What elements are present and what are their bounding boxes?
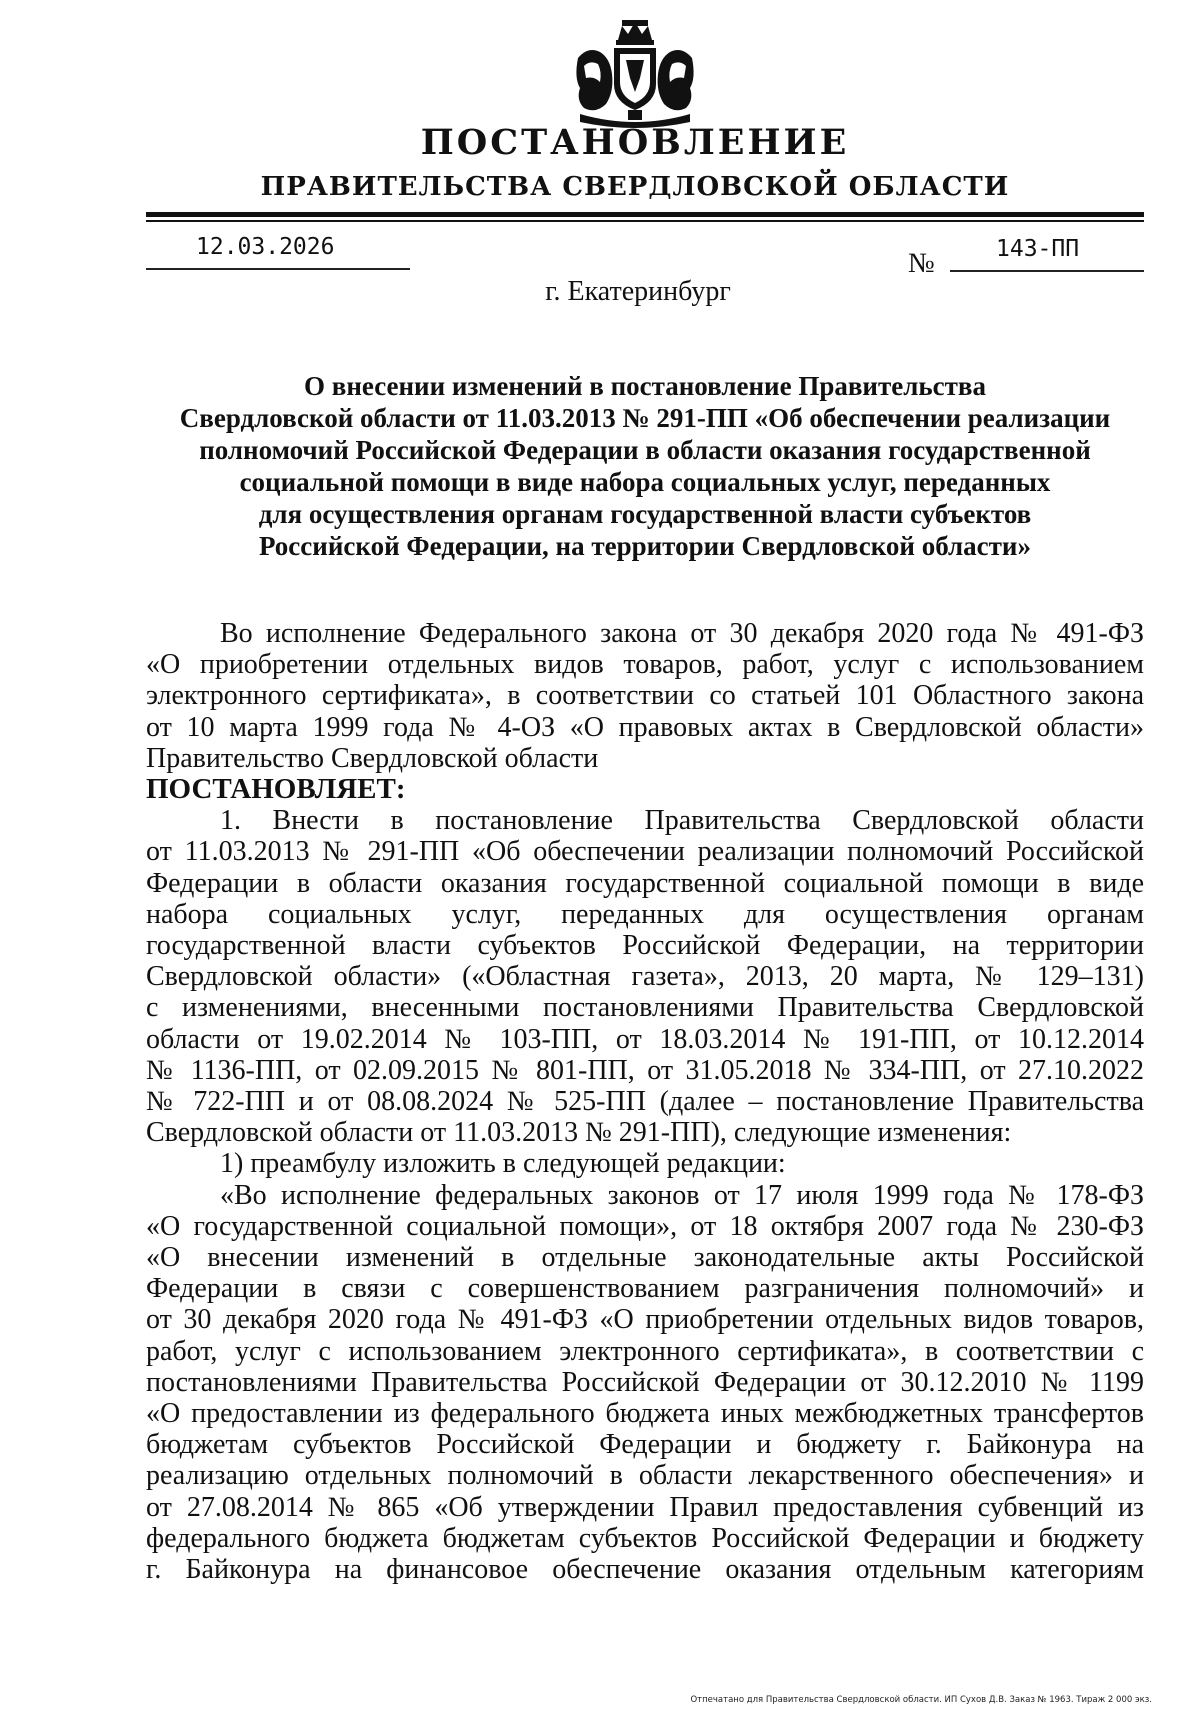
document-subject [146, 370, 1144, 562]
quote-line: г. Байконура на финансовое обеспечение оказания отдельным категориям [146, 1554, 1144, 1586]
document-number: 143-ПП [996, 236, 1080, 262]
coat-of-arms-icon [570, 18, 700, 130]
subject-line: Свердловской области от 11.03.2013 № 291-ПП «Об обеспечении реализации [179, 403, 1111, 433]
preamble-line: электронного сертификата», в соответствии со статьей 101 Областного закона [146, 680, 1144, 712]
item1-line: от 11.03.2013 № 291-ПП «Об обеспечении реализации полномочий Российской [146, 836, 1144, 868]
document-subtitle: ПРАВИТЕЛЬСТВА СВЕРДЛОВСКОЙ ОБЛАСТИ [260, 172, 1010, 202]
subject-line: полномочий Российской Федерации в области оказания государственной [199, 435, 1091, 465]
preamble-line: Правительство Свердловской области [146, 742, 599, 774]
item1-line: набора социальных услуг, переданных для осуществления органам [146, 898, 1144, 930]
header-rule-thin [146, 220, 1144, 222]
quote-line: работ, услуг с использованием электронного сертификата», в соответствии с [146, 1335, 1144, 1367]
decree-word: ПОСТАНОВЛЯЕТ: [146, 773, 406, 806]
city: г. Екатеринбург [545, 276, 731, 307]
item1-line: № 722-ПП и от 08.08.2024 № 525-ПП (далее – постановление Правительства [146, 1086, 1144, 1118]
number-underline [950, 270, 1144, 272]
quote-line: реализацию отдельных полномочий в области лекарственного обеспечения» и [146, 1460, 1144, 1492]
item1-line: государственной власти субъектов Российской Федерации, на территории [146, 930, 1144, 962]
quote-line: «О государственной социальной помощи», от 18 октября 2007 года № 230-ФЗ [146, 1210, 1144, 1242]
preamble-line: от 10 марта 1999 года № 4-ОЗ «О правовых актах в Свердловской области» [146, 711, 1144, 743]
preamble-line: «О приобретении отдельных видов товаров, работ, услуг с использованием [146, 649, 1144, 681]
quote-line: бюджетам субъектов Российской Федерации и бюджету г. Байконура на [146, 1429, 1144, 1461]
date-underline [146, 268, 410, 270]
quote-line: от 27.08.2014 № 865 «Об утверждении Правил предоставления субвенций из [146, 1491, 1144, 1523]
subject-line: О внесении изменений в постановление Правительства [304, 371, 986, 401]
quote-line: «О внесении изменений в отдельные законодательные акты Российской [146, 1242, 1144, 1274]
quote-line: «Во исполнение федеральных законов от 17 июля 1999 года № 178-ФЗ [220, 1179, 1144, 1211]
subject-line: для осуществления органам государственной власти субъектов [258, 499, 1032, 529]
quote-line: «О предоставлении из федерального бюджета иных межбюджетных трансфертов [146, 1398, 1144, 1430]
preamble-line: Во исполнение Федерального закона от 30 декабря 2020 года № 491-ФЗ [220, 618, 1144, 649]
subject-line: Российской Федерации, на территории Свердловской области» [258, 531, 1031, 561]
subitem-1: 1) преамбулу изложить в следующей редакции: [220, 1148, 786, 1180]
quote-line: от 30 декабря 2020 года № 491-ФЗ «О приобретении отдельных видов товаров, [146, 1304, 1144, 1336]
quote-line: Федерации в связи с совершенствованием разграничения полномочий» и [146, 1273, 1144, 1305]
number-label: № [908, 248, 935, 279]
print-footer: Отпечатано для Правительства Свердловской области. ИП Сухов Д.В. Заказ № 1963. Тираж 2 000 экз. [690, 1695, 1152, 1705]
quote-line: постановлениями Правительства Российской Федерации от 30.12.2010 № 1199 [146, 1366, 1144, 1398]
subject-line: социальной помощи в виде набора социальных услуг, переданных [239, 467, 1051, 497]
item1-line: области от 19.02.2014 № 103-ПП, от 18.03.2014 № 191-ПП, от 10.12.2014 [146, 1023, 1144, 1055]
item1-line: Федерации в области оказания государственной социальной помощи в виде [146, 867, 1144, 899]
item1-line: Свердловской области от 11.03.2013 № 291-ПП), следующие изменения: [146, 1117, 1012, 1149]
document-date: 12.03.2026 [196, 234, 335, 260]
item1-line: № 1136-ПП, от 02.09.2015 № 801-ПП, от 31.05.2018 № 334-ПП, от 27.10.2022 [146, 1054, 1144, 1086]
item1-line: Свердловской области» («Областная газета», 2013, 20 марта, № 129–131) [146, 961, 1144, 993]
quote-line: федерального бюджета бюджетам субъектов Российской Федерации и бюджету [146, 1522, 1144, 1554]
item1-line: 1. Внести в постановление Правительства Свердловской области [220, 805, 1144, 837]
header-rule-thick [146, 212, 1144, 217]
document-body [146, 618, 1144, 1585]
document-title: ПОСТАНОВЛЕНИЕ [420, 122, 850, 163]
item1-line: с изменениями, внесенными постановлениями Правительства Свердловской [146, 992, 1144, 1024]
